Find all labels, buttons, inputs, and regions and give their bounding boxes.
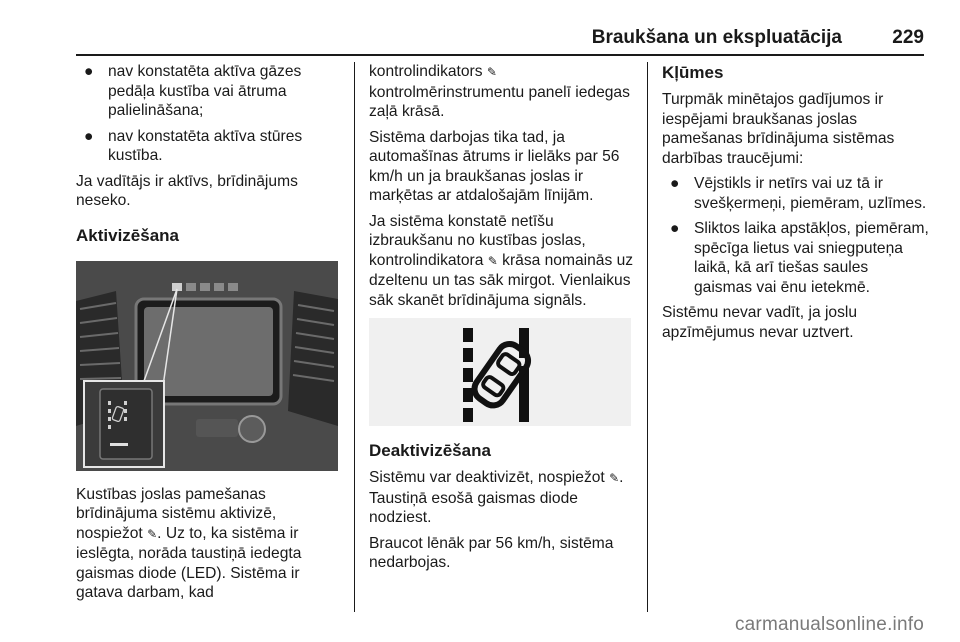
lane-departure-icon: ✎	[487, 253, 498, 268]
lane-departure-indicator-image	[369, 318, 631, 426]
paragraph: Ja sistēma konstatē netīšu izbraukšanu no kustības joslas, kontrolindikatora ✎ krāsa nomainās uz dzeltenu un tas sāk mirgot. Vienlaikus sāk skanēt brīdinājuma signāls.	[369, 212, 634, 309]
paragraph: Turpmāk minētajos gadījumos ir iespējami braukšanas joslas pamešanas brīdinājuma sistēmas darbības traucējumi:	[662, 91, 895, 167]
section-heading-faults: Kļūmes	[662, 63, 724, 82]
header-rule	[76, 54, 924, 56]
column-divider	[354, 62, 355, 612]
paragraph: Kustības joslas pamešanas brīdinājuma sistēmu aktivizē, nospiežot ✎. Uz to, ka sistēma ir ieslēgta, norāda taustiņā iedegta gaismas diode (LED). Sistēma ir gatava darbam, kad	[76, 485, 302, 601]
bullet-icon: ●	[84, 127, 94, 145]
column-2	[369, 62, 637, 579]
paragraph: Sistēmu nevar vadīt, ja joslu apzīmējumus nevar uztvert.	[662, 304, 858, 341]
column-divider	[647, 62, 648, 612]
bullet-icon: ●	[670, 220, 680, 237]
lane-departure-icon: ✎	[486, 65, 497, 79]
watermark: carmanualsonline.info	[734, 614, 924, 635]
list-item: ● nav konstatēta aktīva gāzes pedāļa kustība vai ātruma palielināšana;	[84, 63, 302, 119]
paragraph: Ja vadītājs ir aktīvs, brīdinājums neseko.	[76, 172, 298, 209]
bullet-list	[76, 62, 344, 166]
bullet-icon: ●	[84, 63, 94, 80]
dashboard-photo	[76, 261, 338, 471]
page-title: Braukšana un ekspluatācija	[591, 27, 842, 48]
bullet-list	[662, 174, 930, 297]
list-item: ● Sliktos laika apstākļos, piemēram, spēcīga lietus vai sniegputeņa laikā, kā arī tiešas saules gaismas vai ēnu ietekmē.	[670, 220, 929, 296]
page-header	[0, 0, 960, 56]
column-3	[662, 62, 930, 348]
lane-departure-icon: ✎	[147, 526, 158, 541]
paragraph: kontrolindikators ✎ kontrolmērinstrumentu panelī iedegas zaļā krāsā.	[369, 63, 630, 120]
section-heading-activation: Aktivizēšana	[76, 225, 179, 245]
paragraph: Sistēmu var deaktivizēt, nospiežot ✎. Taustiņā esošā gaismas diode nodziest.	[369, 469, 624, 526]
bullet-icon: ●	[670, 175, 680, 192]
section-heading-deactivation: Deaktivizēšana	[369, 441, 491, 460]
list-item: ● Vējstikls ir netīrs vai uz tā ir svešķermeņi, piemēram, uzlīmes.	[670, 175, 927, 212]
list-item: ● nav konstatēta aktīva stūres kustība.	[84, 127, 303, 164]
column-1	[76, 62, 344, 609]
page-number: 229	[892, 27, 924, 48]
paragraph: Braucot lēnāk par 56 km/h, sistēma nedarbojas.	[369, 534, 614, 571]
paragraph: Sistēma darbojas tika tad, ja automašīnas ātrums ir lielāks par 56 km/h un ja braukšanas joslas ir marķētas ar atdalošajām līnijām.	[369, 128, 620, 204]
lane-departure-icon: ✎	[609, 471, 620, 485]
